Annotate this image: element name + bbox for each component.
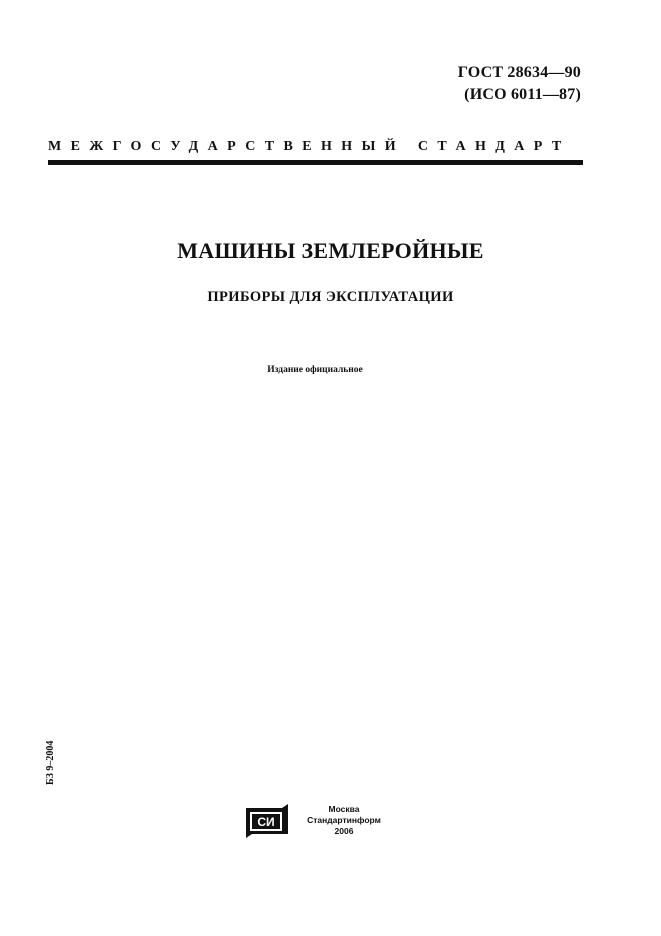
logo-letters: СИ	[257, 815, 275, 829]
side-mark: БЗ 9–2004	[45, 740, 56, 786]
publisher-text	[290, 804, 398, 837]
publisher-year: 2006	[334, 826, 354, 836]
interstate-standard-banner: МЕЖГОСУДАРСТВЕННЫЙ СТАНДАРТ	[48, 139, 571, 154]
publisher-block	[246, 804, 406, 842]
header-rule	[48, 160, 583, 165]
document-title: МАШИНЫ ЗЕМЛЕРОЙНЫЕ	[177, 238, 484, 263]
iso-number: (ИСО 6011—87)	[464, 86, 581, 103]
standartinform-logo-icon	[246, 804, 288, 838]
gost-number: ГОСТ 28634—90	[457, 64, 581, 81]
publisher-city: Москва	[328, 804, 360, 814]
publisher-name: Стандартинформ	[307, 815, 381, 825]
standard-codes	[458, 62, 581, 106]
document-subtitle: ПРИБОРЫ ДЛЯ ЭКСПЛУАТАЦИИ	[207, 289, 454, 305]
edition-note: Издание официальное	[267, 365, 363, 375]
